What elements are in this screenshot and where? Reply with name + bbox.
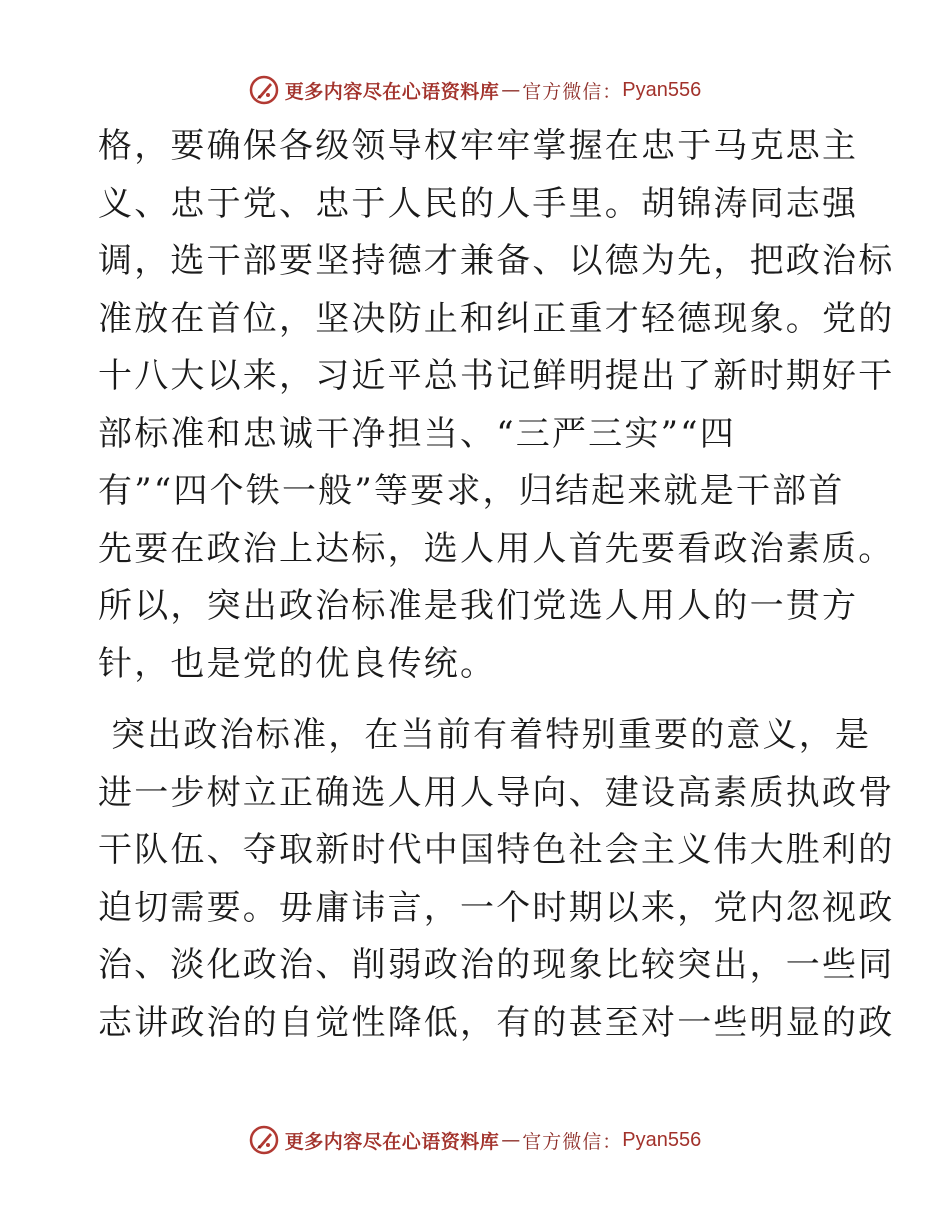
text-line: 部标准和忠诚干净担当、“三严三实”“四 — [98, 413, 736, 454]
text-line: 所以，突出政治标准是我们党选人用人的一贯方 — [98, 586, 859, 626]
text-line: 调，选干部要坚持德才兼备、以德为先，把政治标 — [98, 241, 895, 281]
text-line: 义、忠于党、忠于人民的人手里。胡锦涛同志强 — [98, 183, 859, 224]
text-line: 干队伍、夺取新时代中国特色社会主义伟大胜利的 — [98, 830, 895, 870]
text-line: 治、淡化政治、削弱政治的现象比较突出，一些同 — [98, 945, 895, 985]
text-line: 有”“四个铁一般”等要求，归结起来就是干部首 — [98, 471, 845, 511]
banner-dash: — — [501, 79, 521, 101]
banner-wechat-label: 官方微信： — [522, 80, 623, 103]
banner-dash: — — [501, 1129, 521, 1151]
banner-wechat-id: Pyan556 — [622, 78, 702, 101]
paragraph — [98, 707, 895, 1052]
banner-wechat-id: Pyan556 — [622, 1128, 702, 1151]
footer-banner — [0, 1122, 950, 1158]
text-line: 十八大以来，习近平总书记鲜明提出了新时期好干 — [98, 356, 895, 396]
text-line: 志讲政治的自觉性降低，有的甚至对一些明显的政 — [98, 1002, 895, 1043]
text-line: 准放在首位，坚决防止和纠正重才轻德现象。党的 — [98, 298, 895, 339]
banner-wechat-label: 官方微信： — [522, 1130, 623, 1153]
paragraph — [98, 118, 895, 693]
text-line: 迫切需要。毋庸讳言，一个时期以来，党内忽视政 — [98, 887, 895, 928]
document-body — [98, 118, 895, 1052]
banner-promo-text: 更多内容尽在心语资料库 — [284, 80, 500, 103]
text-line: 先要在政治上达标，选人用人首先要看政治素质。 — [98, 528, 895, 569]
text-line: 格，要确保各级领导权牢牢掌握在忠于马克思主 — [98, 126, 859, 166]
paragraph-spacer — [98, 693, 858, 707]
quill-logo-icon — [249, 75, 279, 105]
quill-logo-icon — [249, 1125, 279, 1155]
text-line: 针，也是党的优良传统。 — [98, 643, 497, 684]
text-line: 突出政治标准，在当前有着特别重要的意义，是 — [98, 715, 872, 755]
banner-promo-text: 更多内容尽在心语资料库 — [284, 1130, 500, 1153]
text-line: 进一步树立正确选人用人导向、建设高素质执政骨 — [98, 772, 895, 813]
header-banner — [0, 72, 950, 108]
